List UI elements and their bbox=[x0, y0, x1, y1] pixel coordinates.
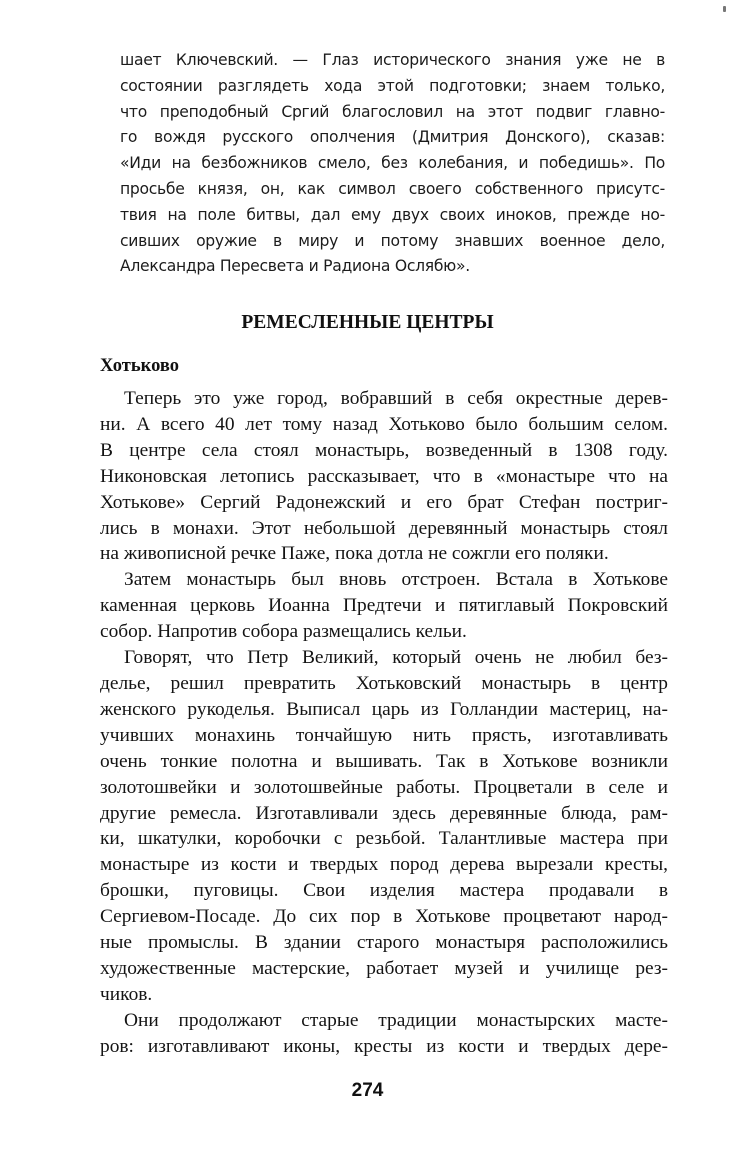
scan-speck bbox=[723, 6, 726, 12]
quote-line: сивших оружие в миру и потому знавших военное дело, bbox=[120, 231, 665, 250]
quote-line: твия на поле битвы, дал ему двух своих иноков, прежде но- bbox=[120, 205, 665, 224]
body-line: Хотькове» Сергий Радонежский и его брат Стефан постриг- bbox=[100, 491, 668, 513]
body-line: художественные мастерские, работает музей и училище рез- bbox=[100, 957, 668, 979]
body-line: ров: изготавливают иконы, кресты из кости и твердых дере- bbox=[100, 1035, 668, 1057]
subheading: Хотьково bbox=[100, 356, 179, 376]
body-line: Затем монастырь был вновь отстроен. Встала в Хотькове bbox=[124, 569, 668, 591]
quote-line: что преподобный Сргий благословил на этот подвиг главно- bbox=[120, 102, 665, 121]
body-line: Говорят, что Петр Великий, который очень не любил без- bbox=[124, 647, 668, 669]
body-text bbox=[100, 386, 668, 1060]
body-line: ни. А всего 40 лет тому назад Хотьково было большим селом. bbox=[100, 413, 668, 435]
page-number: 274 bbox=[351, 1080, 384, 1101]
quote-line: «Иди на безбожников смело, без колебания, и победишь». По bbox=[120, 154, 665, 173]
body-line: учивших монахинь тончайшую нить прясть, изготавливать bbox=[100, 724, 668, 746]
body-line: ки, шкатулки, коробочки с резьбой. Талантливые мастера при bbox=[100, 828, 668, 850]
body-line: брошки, пуговицы. Свои изделия мастера продавали в bbox=[100, 880, 668, 902]
body-line: Они продолжают старые традиции монастырских масте- bbox=[124, 1009, 668, 1031]
body-line: монастыре из кости и твердых пород дерева вырезали кресты, bbox=[100, 854, 668, 876]
quote-line: состоянии разглядеть хода этой подготовки; знаем только, bbox=[120, 76, 665, 95]
body-line: собор. Напротив собора размещались кельи. bbox=[100, 621, 467, 643]
quote-line: просьбе князя, он, как символ своего собственного присутс- bbox=[120, 179, 665, 198]
quote-block bbox=[120, 48, 665, 280]
body-line: на живописной речке Паже, пока дотла не сожгли его поляки. bbox=[100, 543, 609, 565]
body-line: ные промыслы. В здании старого монастыря расположились bbox=[100, 932, 668, 954]
body-line: Теперь это уже город, вобравший в себя окрестные дерев- bbox=[124, 388, 668, 409]
body-line: делье, решил превратить Хотьковский монастырь в центр bbox=[100, 672, 668, 694]
body-line: золотошвейки и золотошвейные работы. Процветали в селе и bbox=[100, 776, 668, 798]
section-title: РЕМЕСЛЕННЫЕ ЦЕНТРЫ bbox=[241, 312, 494, 333]
quote-line: го вождя русского ополчения (Дмитрия Донского), сказав: bbox=[120, 128, 665, 147]
quote-line: Александра Пересвета и Радиона Ослябю». bbox=[120, 257, 470, 276]
body-line: Сергиевом-Посаде. До сих пор в Хотькове процветают народ- bbox=[100, 906, 668, 928]
body-line: Никоновская летопись рассказывает, что в «монастыре что на bbox=[100, 465, 668, 487]
body-line: лись в монахи. Этот небольшой деревянный монастырь стоял bbox=[100, 517, 668, 539]
body-line: женского рукоделья. Выписал царь из Голландии мастериц, на- bbox=[100, 698, 668, 720]
body-line: чиков. bbox=[100, 983, 153, 1005]
body-line: каменная церковь Иоанна Предтечи и пятиглавый Покровский bbox=[100, 595, 668, 617]
quote-line: шает Ключевский. — Глаз исторического знания уже не в bbox=[120, 51, 665, 69]
body-line: В центре села стоял монастырь, возведенный в 1308 году. bbox=[100, 439, 668, 461]
body-line: другие ремесла. Изготавливали здесь деревянные блюда, рам- bbox=[100, 802, 668, 824]
body-line: очень тонкие полотна и вышивать. Так в Хотькове возникли bbox=[100, 750, 668, 772]
